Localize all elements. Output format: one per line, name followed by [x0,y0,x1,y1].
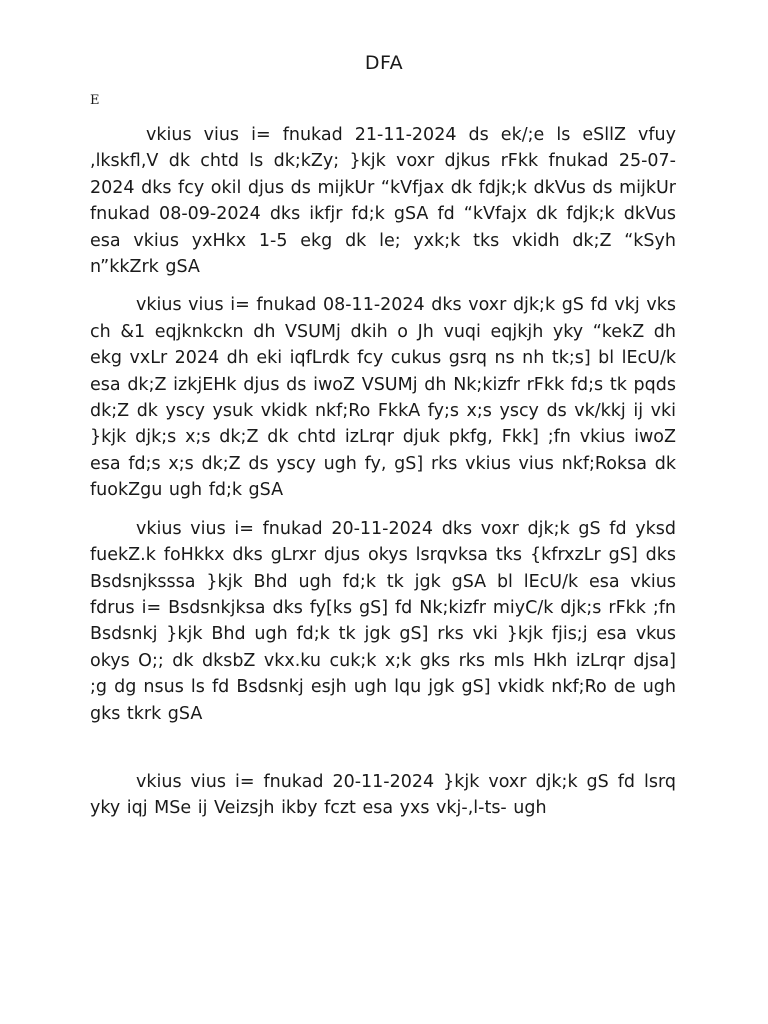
paragraph-2: vkius vius i= fnukad 08-11-2024 dks voxr djk;k gS fd vkj vks ch &1 eqjknkckn dh VSUMj dkih o Jh vuqi eqjkjh yky “kekZ dh ekg vxLr 2024 dh eki iqfLrdk fcy cukus gsrq ns nh tk;s] bl lEcU/k esa dk;Z izkjEHk djus ds iwoZ VSUMj dh Nk;kizfr rFkk fd;s tk pqds dk;Z dk yscy ysuk vkidk nkf;Ro FkkA fy;s x;s yscy ds vk/kkj ij vki }kjk djk;s x;s dk;Z dk chtd izLrqr djuk pkfg, Fkk] ;fn vkius iwoZ esa fd;s x;s dk;Z ds yscy ugh fy, gS] rks vkius vius nkf;Roksa dk fuokZgu ugh fd;k gSA [90,295,676,501]
paragraph-1: vkius vius i= fnukad 21-11-2024 ds ek/;e ls eSllZ vfuy ,lkskfl,V dk chtd ls dk;kZy; }kjk voxr djkus rFkk fnukad 25-07-2024 dks fcy okil djus ds mijkUr “kVfjax dk fdjk;k dkVus ds mijkUr fnukad 08-09-2024 dks ikfjr fd;k gSA fd “kVfajx dk fdjk;k dkVus esa vkius yxHkx 1-5 ekg dk le; yxk;k tks vkidh dk;Z “kSyh n”kkZrk gSA [90,125,676,278]
document-marker: E [90,93,100,108]
paragraph-3: vkius vius i= fnukad 20-11-2024 dks voxr djk;k gS fd yksd fuekZ.k foHkkx dks gLrxr djus okys lsrqvksa tks {kfrxzLr gS] dks Bsdsnjksssa }kjk Bhd ugh fd;k tk jgk gSA bl lEcU/k esa vkius fdrus i= Bsdsnkjksa dks fy[ks gS] fd Nk;kizfr miyC/k djk;s rFkk ;fn Bsdsnkj }kjk Bhd ugh fd;k tk jgk gS] rks vki }kjk fjis;j esa vkus okys O;; dk dksbZ vkx.ku cuk;k x;k gks rks mls Hkh izLrqr djsa] ;g dg nsus ls fd Bsdsnkj esjh ugh lqu jgk gS] vkidk nkf;Ro de ugh gks tkrk gSA [90,518,676,724]
document-body [90,122,676,834]
paragraph-4: vkius vius i= fnukad 20-11-2024 }kjk voxr djk;k gS fd lsrq yky iqj MSe ij Veizsjh ikby fczt esa yxs vkj-,l-ts- ugh [90,771,676,819]
document-title: DFA [364,52,404,74]
